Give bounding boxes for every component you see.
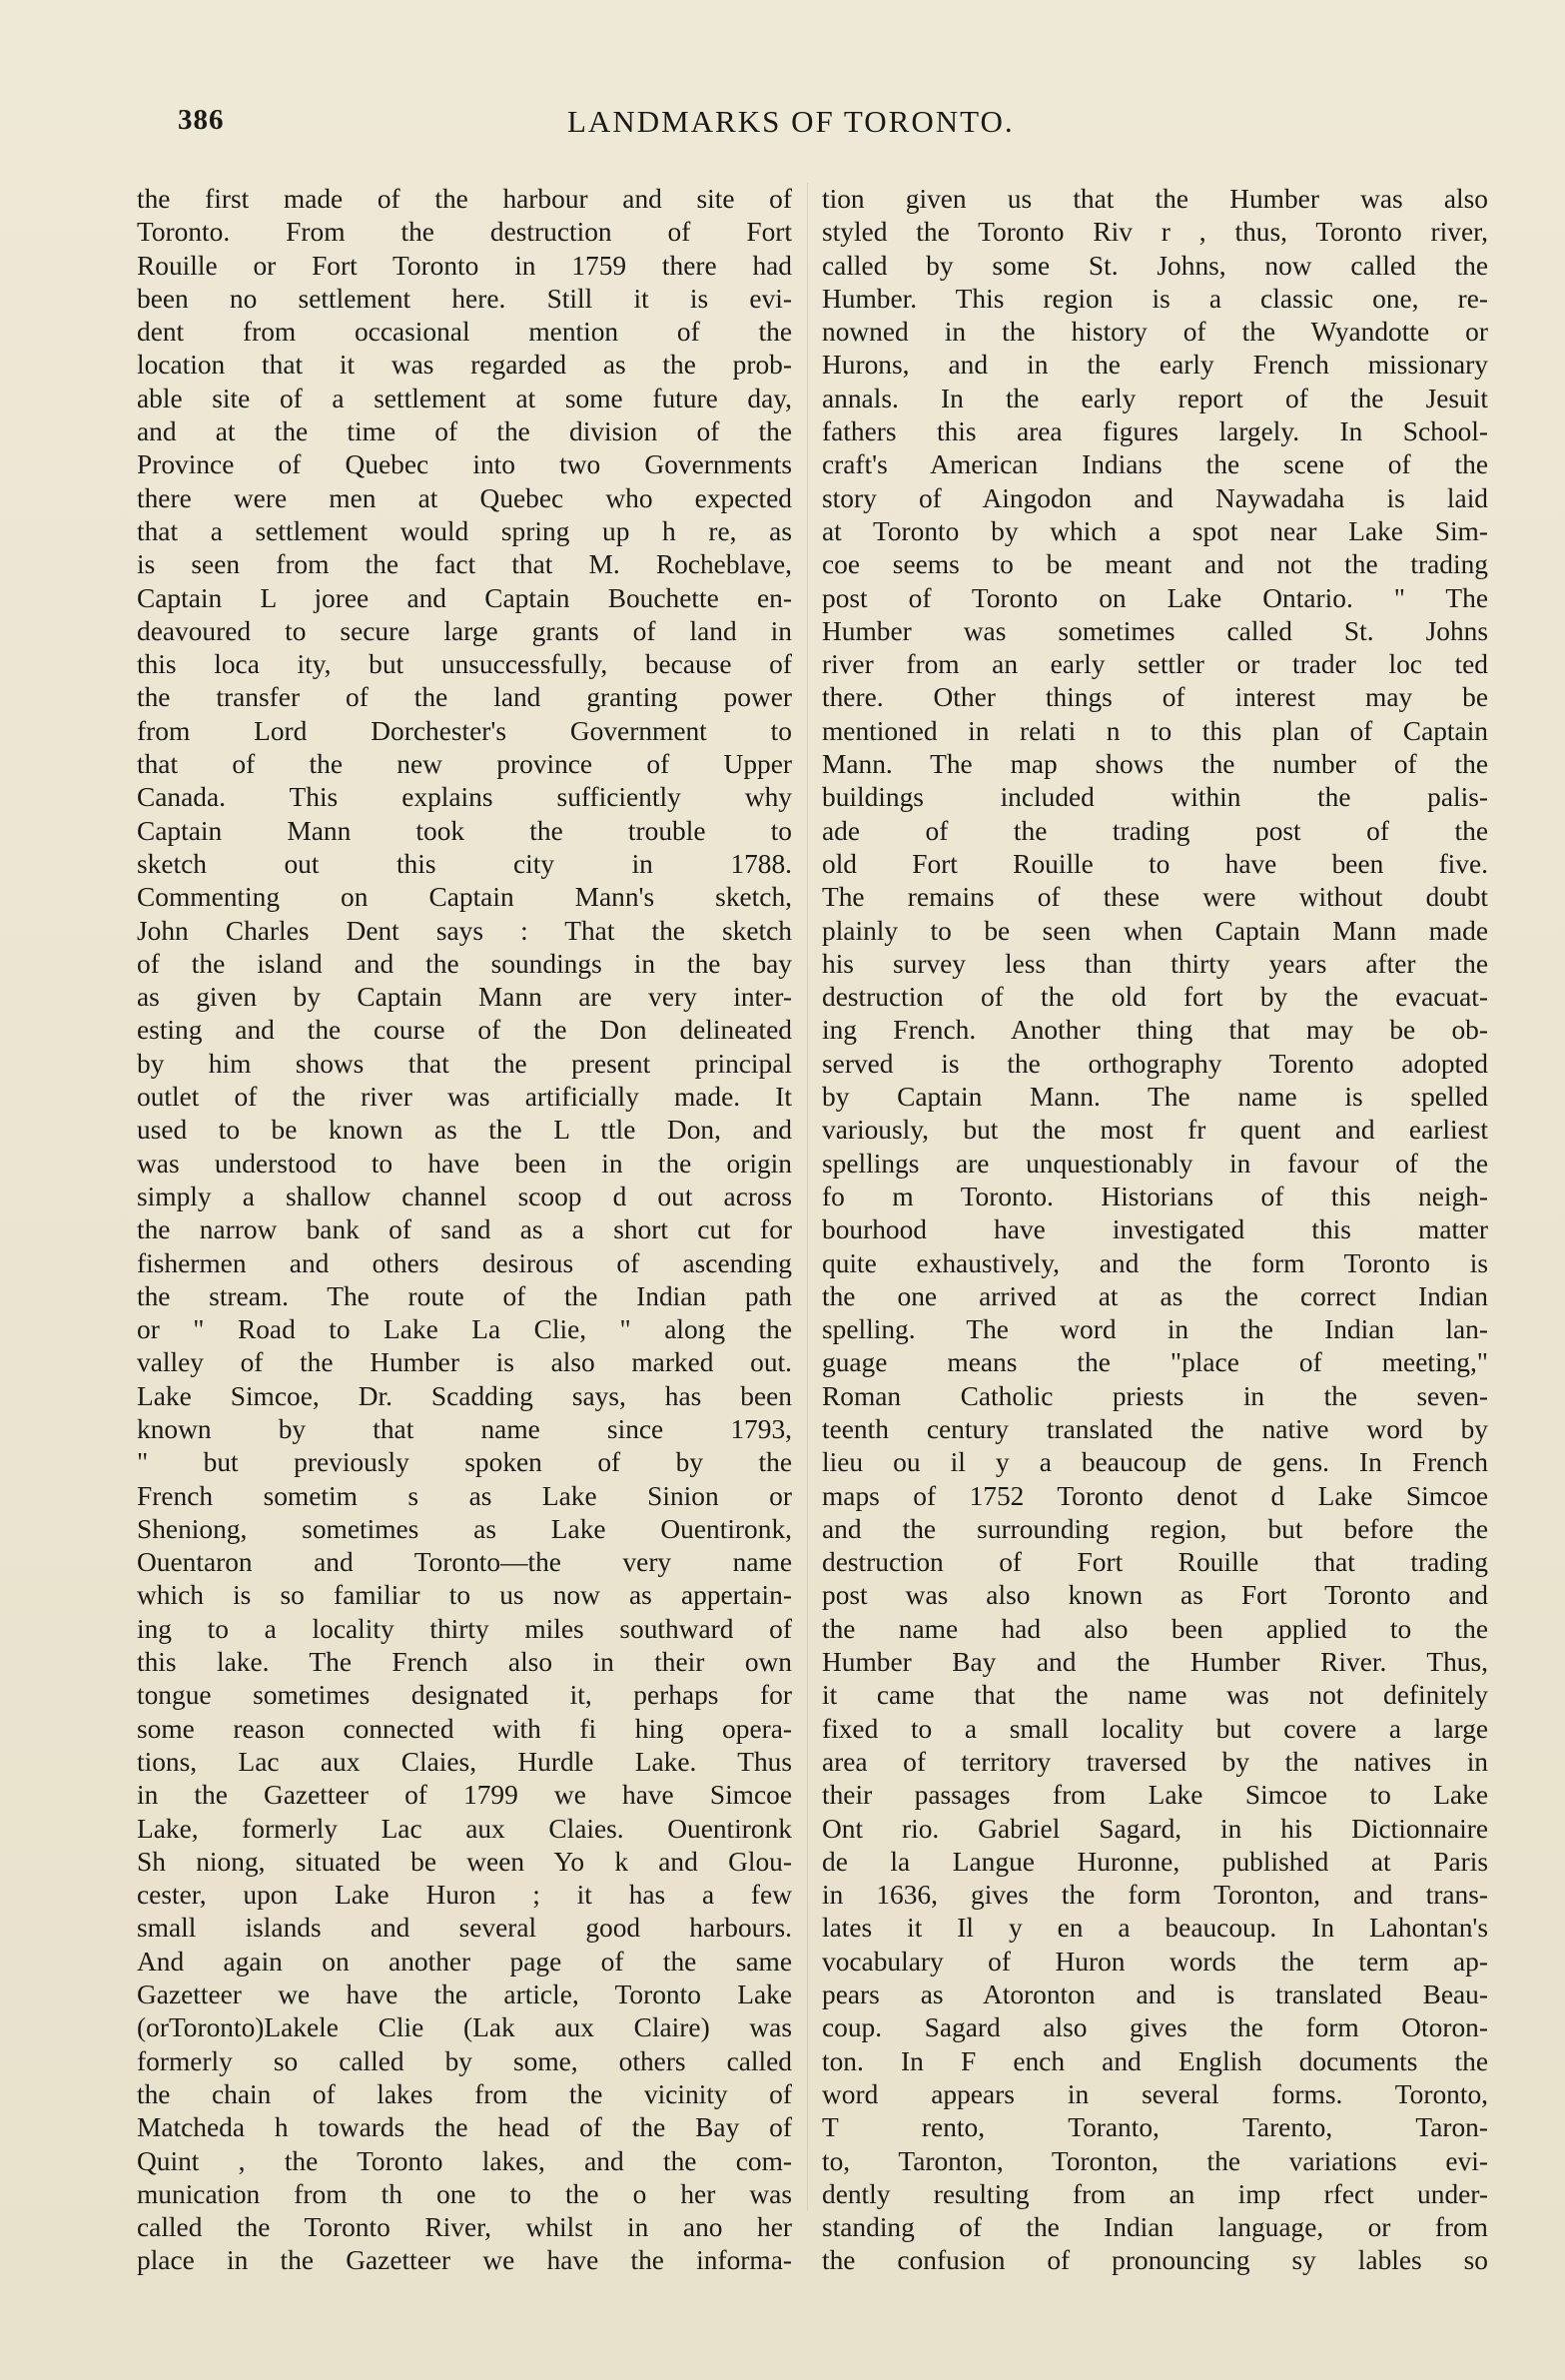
text-line: teenth century translated the native word by [822,1413,1488,1444]
text-line: able site of a settlement at some future day, [137,383,792,413]
right-column [822,183,1488,2278]
text-line: fo m Toronto. Historians of this neigh- [822,1181,1488,1211]
text-line: is seen from the fact that M. Rocheblave, [137,549,792,580]
page-header [178,104,1506,154]
text-line: Province of Quebec into two Governments [137,449,792,480]
text-line: post was also known as Fort Toronto and [822,1580,1488,1611]
text-line: known by that name since 1793, [137,1413,792,1444]
text-line: Toronto. From the destruction of Fort [137,217,792,248]
text-line: the transfer of the land granting power [137,682,792,713]
text-line: spellings are unquestionably in favour of the [822,1148,1488,1179]
text-line: fixed to a small locality but covere a large [822,1713,1488,1744]
column-gutter [807,183,808,2210]
text-line: coup. Sagard also gives the form Otoron- [822,2012,1488,2043]
text-line: guage means the "place of meeting," [822,1347,1488,1378]
text-line: which is so familiar to us now as appertain- [137,1580,792,1611]
text-line: Humber. This region is a classic one, re- [822,283,1488,314]
text-line: the name had also been applied to the [822,1613,1488,1644]
text-line: old Fort Rouille to have been five. [822,848,1488,879]
text-line: " but previously spoken of by the [137,1447,792,1478]
text-line: Canada. This explains sufficiently why [137,782,792,813]
text-line: craft's American Indians the scene of the [822,449,1488,480]
text-line: post of Toronto on Lake Ontario. " The [822,582,1488,613]
text-line: location that it was regarded as the prob- [137,350,792,381]
text-line: esting and the course of the Don delineated [137,1015,792,1046]
text-line: was understood to have been in the origin [137,1148,792,1179]
text-line: destruction of Fort Rouille that trading [822,1547,1488,1578]
text-line: T rento, Toranto, Tarento, Taron- [822,2112,1488,2143]
running-title: LANDMARKS OF TORONTO. [567,104,1015,139]
text-line: there were men at Quebec who expected [137,482,792,513]
text-line: the stream. The route of the Indian path [137,1280,792,1311]
text-line: small islands and several good harbours. [137,1913,792,1944]
text-line: Ont rio. Gabriel Sagard, in his Dictionnaire [822,1813,1488,1844]
text-line: annals. In the early report of the Jesuit [822,383,1488,413]
text-line: river from an early settler or trader loc ted [822,649,1488,680]
text-line: Roman Catholic priests in the seven- [822,1380,1488,1411]
text-line: deavoured to secure large grants of land in [137,615,792,646]
text-line: the chain of lakes from the vicinity of [137,2078,792,2109]
text-line: tion given us that the Humber was also [822,184,1488,214]
text-line: served is the orthography Torento adopted [822,1048,1488,1079]
text-line: The remains of these were without doubt [822,882,1488,913]
text-line: ade of the trading post of the [822,815,1488,846]
text-line: destruction of the old fort by the evacuat- [822,982,1488,1013]
text-line: the one arrived at as the correct Indian [822,1280,1488,1311]
left-column [137,183,792,2278]
text-line: or " Road to Lake La Clie, " along the [137,1314,792,1345]
text-line: by him shows that the present principal [137,1048,792,1079]
text-line: Commenting on Captain Mann's sketch, [137,882,792,913]
text-line: in 1636, gives the form Toronton, and trans- [822,1880,1488,1911]
text-line: his survey less than thirty years after the [822,948,1488,979]
text-line: spelling. The word in the Indian lan- [822,1314,1488,1345]
text-line: Lake Simcoe, Dr. Scadding says, has been [137,1380,792,1411]
text-line: ing French. Another thing that may be ob- [822,1015,1488,1046]
text-line: Lake, formerly Lac aux Claies. Ouentironk [137,1813,792,1844]
text-line: Sheniong, sometimes as Lake Ouentironk, [137,1513,792,1544]
text-line: Quint , the Toronto lakes, and the com- [137,2145,792,2176]
text-line: ton. In F ench and English documents the [822,2045,1488,2076]
text-line: And again on another page of the same [137,1946,792,1977]
text-line: Mann. The map shows the number of the [822,749,1488,780]
text-line: by Captain Mann. The name is spelled [822,1082,1488,1113]
text-line: Ouentaron and Toronto—the very name [137,1547,792,1578]
text-line: plainly to be seen when Captain Mann made [822,915,1488,946]
text-line: word appears in several forms. Toronto, [822,2078,1488,2109]
text-line: their passages from Lake Simcoe to Lake [822,1780,1488,1811]
text-line: used to be known as the L ttle Don, and [137,1115,792,1146]
text-line: de la Langue Huronne, published at Paris [822,1846,1488,1877]
text-line: as given by Captain Mann are very inter- [137,982,792,1013]
text-line: fishermen and others desirous of ascending [137,1247,792,1278]
text-line: French sometim s as Lake Sinion or [137,1480,792,1511]
text-line: this loca ity, but unsuccessfully, because of [137,649,792,680]
text-line: to, Taronton, Toronton, the variations evi- [822,2145,1488,2176]
text-line: called the Toronto River, whilst in ano her [137,2212,792,2243]
text-line: lieu ou il y a beaucoup de gens. In French [822,1447,1488,1478]
text-line: John Charles Dent says : That the sketch [137,915,792,946]
text-line: buildings included within the palis- [822,782,1488,813]
text-line: tongue sometimes designated it, perhaps for [137,1680,792,1711]
text-line: bourhood have investigated this matter [822,1214,1488,1245]
text-line: and at the time of the division of the [137,416,792,447]
text-line: the first made of the harbour and site of [137,184,792,214]
text-line: standing of the Indian language, or from [822,2212,1488,2243]
text-line: from Lord Dorchester's Government to [137,715,792,746]
text-line: the narrow bank of sand as a short cut for [137,1214,792,1245]
text-line: been no settlement here. Still it is evi- [137,283,792,314]
text-line: outlet of the river was artificially made. It [137,1082,792,1113]
text-line: there. Other things of interest may be [822,682,1488,713]
text-line: variously, but the most fr quent and earliest [822,1115,1488,1146]
text-line: this lake. The French also in their own [137,1647,792,1678]
text-line: tions, Lac aux Claies, Hurdle Lake. Thus [137,1746,792,1777]
text-line: of the island and the soundings in the bay [137,948,792,979]
text-line: coe seems to be meant and not the trading [822,549,1488,580]
text-line: that of the new province of Upper [137,749,792,780]
text-line: dently resulting from an imp rfect under- [822,2178,1488,2209]
text-line: Rouille or Fort Toronto in 1759 there had [137,250,792,281]
text-line: fathers this area figures largely. In School- [822,416,1488,447]
text-line: simply a shallow channel scoop d out across [137,1181,792,1211]
text-line: in the Gazetteer of 1799 we have Simcoe [137,1780,792,1811]
text-line: some reason connected with fi hing opera- [137,1713,792,1744]
text-line: formerly so called by some, others called [137,2045,792,2076]
text-line: Humber was sometimes called St. Johns [822,615,1488,646]
text-line: (orToronto)Lakele Clie (Lak aux Claire) was [137,2012,792,2043]
text-line: mentioned in relati n to this plan of Captain [822,715,1488,746]
text-line: maps of 1752 Toronto denot d Lake Simcoe [822,1480,1488,1511]
text-line: dent from occasional mention of the [137,317,792,348]
text-line: vocabulary of Huron words the term ap- [822,1946,1488,1977]
text-line: called by some St. Johns, now called the [822,250,1488,281]
text-line: quite exhaustively, and the form Toronto is [822,1247,1488,1278]
text-line: Hurons, and in the early French missionary [822,350,1488,381]
text-line: lates it Il y en a beaucoup. In Lahontan's [822,1913,1488,1944]
text-line: story of Aingodon and Naywadaha is laid [822,482,1488,513]
text-line: area of territory traversed by the natives in [822,1746,1488,1777]
text-line: sketch out this city in 1788. [137,848,792,879]
text-line: Sh niong, situated be ween Yo k and Glou- [137,1846,792,1877]
text-line: it came that the name was not definitely [822,1680,1488,1711]
text-line: Captain Mann took the trouble to [137,815,792,846]
text-line: Matcheda h towards the head of the Bay of [137,2112,792,2143]
text-line: styled the Toronto Riv r , thus, Toronto river, [822,217,1488,248]
text-line: nowned in the history of the Wyandotte or [822,317,1488,348]
text-line: valley of the Humber is also marked out. [137,1347,792,1378]
text-line: that a settlement would spring up h re, as [137,515,792,546]
text-line: pears as Atoronton and is translated Beau- [822,1980,1488,2010]
page-number: 386 [178,104,225,136]
text-line: Captain L joree and Captain Bouchette en- [137,582,792,613]
text-line: ing to a locality thirty miles southward of [137,1613,792,1644]
text-line: and the surrounding region, but before the [822,1513,1488,1544]
text-line: Humber Bay and the Humber River. Thus, [822,1647,1488,1678]
text-line: the confusion of pronouncing sy lables so [822,2245,1488,2276]
text-line: place in the Gazetteer we have the informa- [137,2245,792,2276]
text-line: cester, upon Lake Huron ; it has a few [137,1880,792,1911]
text-line: at Toronto by which a spot near Lake Sim- [822,515,1488,546]
text-line: Gazetteer we have the article, Toronto Lake [137,1980,792,2010]
text-line: munication from th one to the o her was [137,2178,792,2209]
